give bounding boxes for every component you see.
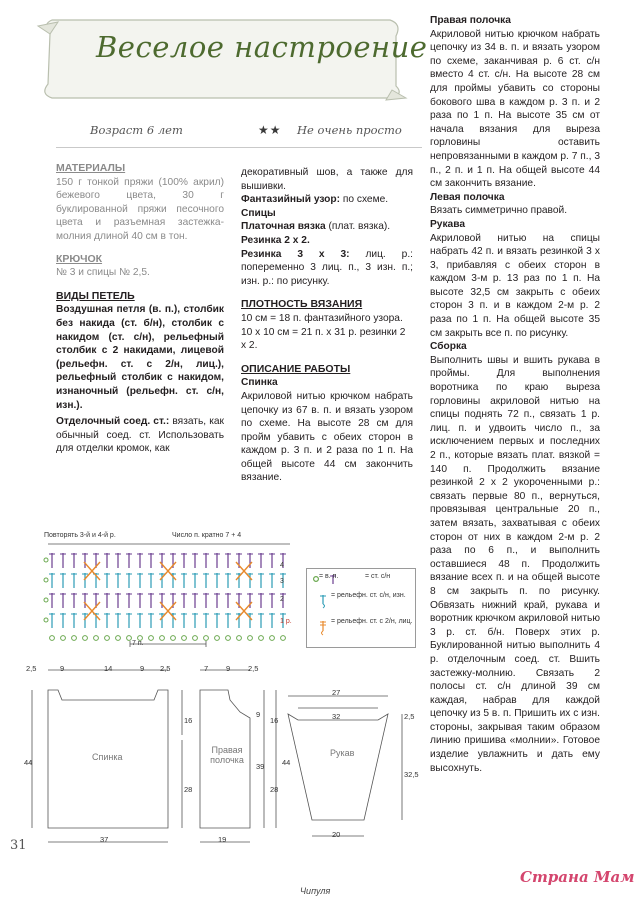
front-bottom: 19 bbox=[218, 835, 227, 844]
rib33-text bbox=[241, 248, 413, 289]
chain-stitch bbox=[149, 636, 154, 641]
left-column bbox=[56, 162, 224, 456]
chain-stitch bbox=[105, 636, 110, 641]
front-dim-2: 9 bbox=[226, 664, 231, 673]
back-bottom: 37 bbox=[100, 835, 109, 844]
front-height-4: 28 bbox=[270, 785, 279, 794]
row-number-2: 2 bbox=[280, 596, 284, 603]
row-number-1: 1 р. bbox=[280, 618, 292, 625]
back-dim-2: 9 bbox=[60, 664, 65, 673]
legend-symbols bbox=[311, 573, 341, 643]
row-number-3: 3 bbox=[280, 578, 284, 585]
sleeve-bottom: 20 bbox=[332, 830, 341, 839]
sleeve-outline bbox=[288, 714, 388, 820]
sleeve-inner: 32 bbox=[332, 712, 341, 721]
chain-stitch bbox=[171, 636, 176, 641]
needles-label: Спицы bbox=[241, 207, 276, 219]
finish-stitch-label: Отделочный соед. ст.: bbox=[56, 416, 170, 428]
front-label-schematic: Правая полочка bbox=[210, 745, 244, 765]
chain-stitch bbox=[94, 636, 99, 641]
sleeve-height-1: 2,5 bbox=[404, 712, 415, 721]
left-front-text: Вязать симметрично правой. bbox=[430, 205, 568, 217]
fancy-pattern-text bbox=[241, 193, 413, 207]
left-front-label: Левая полочка bbox=[430, 191, 505, 203]
assembly-text: Выполнить швы и вшить рукава в проймы. Для выполнения воротника по краю выреза горловины акриловой нитью на спицы поднять 72 п., связать 1 р. лиц. п. и удвоить число п., за исключением первых и последних 2 п., которые вязать плат. вязкой = 140 п. Продолжить вязание резинкой 2 х 2 укороченными р.: связать первые 80 п., вернуться, провязывая центральные 20 п., затем вязать, захватывая с обеих сторон от них в каждом 2-м р. 2 раза по 6 п., и выполнить оставшиеся 48 п. Продолжить вязание всех п. и на общей высоте 8 см закрыть п. по рисунку. Обвязать нижний край, рукава и воротник крючком акриловой нитью 3 р. ст. б/н. Поверх этих р. Буклированной нитью выполнить 4 р. отделочным соед. ст. Вшить застежку-молнию. Связать 2 полосы ст. с/н длиной 39 см каждая, набрав для каждой цепочку из 5 в. п. Пришить их с изн. стороны, закрывая таким образом линию пришива «молнии». Готовое изделие увлажнить и дать ему высохнуть. bbox=[430, 354, 600, 774]
finish-stitch-desc: вязать, как обычный соед. ст. Использовать для отделки кромок, как bbox=[56, 416, 225, 455]
chain-stitch bbox=[160, 636, 165, 641]
front-dim-3: 2,5 bbox=[248, 664, 259, 673]
sleeve-top: 27 bbox=[332, 688, 341, 697]
garter-label: Платочная вязка bbox=[241, 221, 326, 233]
work-heading: ОПИСАНИЕ РАБОТЫ bbox=[241, 362, 351, 375]
finish-stitch-continued: декоративный шов, а также для вышивки. bbox=[241, 167, 413, 192]
sleeve-text: Акриловой нитью на спицы набрать 42 п. и вязать резинкой 3 х 3, прибавляя с обеих сторон в каждом 3-м р. 13 раз по 1 п. На высоте 32,5 см закрыть с обеих сторон 3 п. и в каждом 2-м р. 2 раза по 1 п. На общей высоте 35 см закрыть все п. по рисунку. bbox=[430, 232, 600, 339]
chain-stitch bbox=[248, 636, 253, 641]
chain-stitch bbox=[226, 636, 231, 641]
age-label: Возраст 6 лет bbox=[90, 123, 183, 137]
chain-stitch bbox=[61, 636, 66, 641]
site-watermark: Страна Мам bbox=[520, 868, 635, 886]
back-height: 44 bbox=[24, 758, 33, 767]
right-column bbox=[430, 14, 600, 775]
right-front-text: Акриловой нитью крючком набрать цепочку из 34 в. п. и вязать узором по схеме, заканчивая р. 6 ст. с/н вместо 4 ст. с/н. На высоте 28 см для проймы убавить со стороны бокового шва в каждом р. 3 п. и 2 раза по 1 п. На высоте 35 см от начала вязания для выреза горловины оставить непровязанными в каждом р. 7 п., 3 п., 2 п. и 1 п. На общей высоте 44 см закончить вязание. bbox=[430, 28, 600, 190]
front-height-2: 16 bbox=[270, 716, 279, 725]
back-side: 28 bbox=[184, 785, 193, 794]
back-dim-5: 2,5 bbox=[160, 664, 171, 673]
gauge-line-1: 10 см = 18 п. фантазийного узора. bbox=[241, 312, 403, 324]
chain-stitch bbox=[193, 636, 198, 641]
sleeve-height-2: 32,5 bbox=[404, 770, 419, 779]
back-label: Спинка bbox=[241, 377, 278, 389]
back-dim-3: 14 bbox=[104, 664, 113, 673]
chain-stitch bbox=[182, 636, 187, 641]
assembly-label: Сборка bbox=[430, 341, 467, 353]
header-divider bbox=[56, 147, 422, 148]
legend-relief-back: = рельефн. ст. с/н, изн. bbox=[331, 592, 406, 599]
chain-stitch bbox=[72, 636, 77, 641]
right-front-label: Правая полочка bbox=[430, 15, 511, 26]
chain-stitch bbox=[215, 636, 220, 641]
chain-stitch bbox=[116, 636, 121, 641]
chain-stitch bbox=[259, 636, 264, 641]
multiple-note: Число п. кратно 7 + 4 bbox=[172, 532, 242, 539]
back-armhole: 16 bbox=[184, 716, 193, 725]
front-height-5: 44 bbox=[282, 758, 291, 767]
gauge-heading: ПЛОТНОСТЬ ВЯЗАНИЯ bbox=[241, 298, 363, 311]
stitches-text: Воздушная петля (в. п.), столбик без накида (ст. б/н), столбик с накидом (ст. с/н), рельефный столбик с 2 накидами, лицевой (рельефн. ст. с 2/н, лиц.), рельефный столбик с накидом, изнаночный (рельефн. ст. с/н, изн.). bbox=[56, 304, 224, 411]
row-number-4: 4 bbox=[280, 562, 284, 569]
stitches-heading: ВИДЫ ПЕТЕЛЬ bbox=[56, 289, 135, 302]
materials-text: 150 г тонкой пряжи (100% акрил) бежевого цвета, 30 г буклированной пряжи песочного цвета и разъемная застежка-молния длиной 40 см в тон. bbox=[56, 176, 224, 242]
page-title: Веселое настроение bbox=[96, 30, 428, 64]
front-dim-1: 7 bbox=[204, 664, 209, 673]
rib22-label: Резинка 2 х 2. bbox=[241, 234, 310, 246]
middle-column bbox=[241, 166, 413, 485]
chain-stitch bbox=[127, 636, 132, 641]
sleeve-label: Рукава bbox=[430, 218, 466, 230]
stitch-chart bbox=[40, 540, 300, 650]
chart-legend bbox=[306, 568, 416, 648]
page-number: 31 bbox=[10, 838, 27, 853]
materials-heading: МАТЕРИАЛЫ bbox=[56, 162, 126, 174]
repeat-note: Повторять 3-й и 4-й р. bbox=[44, 532, 116, 539]
chain-stitch bbox=[83, 636, 88, 641]
sleeve-label-schematic: Рукав bbox=[330, 748, 355, 758]
hook-heading: КРЮЧОК bbox=[56, 252, 103, 265]
chain-stitch bbox=[281, 636, 286, 641]
finish-stitch-text bbox=[56, 415, 224, 456]
back-label-schematic: Спинка bbox=[92, 752, 123, 762]
chain-stitch bbox=[204, 636, 209, 641]
back-dim-4: 9 bbox=[140, 664, 145, 673]
footer-logo: Чипуля bbox=[300, 886, 331, 896]
difficulty-stars: ★★ bbox=[258, 123, 282, 137]
fancy-pattern-desc: по схеме. bbox=[340, 194, 389, 206]
back-dim-1: 2,5 bbox=[26, 664, 37, 673]
difficulty-label: Не очень просто bbox=[297, 123, 402, 137]
chain-stitch bbox=[270, 636, 275, 641]
chain-stitch bbox=[50, 636, 55, 641]
front-height-3: 39 bbox=[256, 762, 265, 771]
legend-dc: = ст. с/н bbox=[365, 573, 391, 580]
hook-text: № 3 и спицы № 2,5. bbox=[56, 267, 150, 279]
legend-chain: = в. п. bbox=[319, 573, 339, 580]
rib33-desc: лиц. р.: попеременно 3 лиц. п., 3 изн. п.; изн. р.: по рисунку. bbox=[241, 248, 413, 287]
legend-relief-front: = рельефн. ст. с 2/н, лиц. bbox=[331, 618, 413, 625]
front-height-1: 9 bbox=[256, 710, 261, 719]
garter-text bbox=[241, 220, 413, 234]
repeat-width: 7 п. bbox=[132, 640, 144, 647]
back-text: Акриловой нитью крючком набрать цепочку из 67 в. п. и вязать узором по схеме. На высоте 28 см для пройм убавить с обеих сторон в каждом р. 3 п. и 2 раза по 1 п. На общей высоте 44 см закончить вязание. bbox=[241, 390, 413, 484]
rib33-label: Резинка 3 х 3: bbox=[241, 248, 350, 260]
chain-stitch bbox=[237, 636, 242, 641]
gauge-line-2: 10 х 10 см = 21 п. х 31 р. резинки 2 х 2. bbox=[241, 326, 406, 352]
garter-desc: (плат. вязка). bbox=[325, 221, 391, 233]
fancy-pattern-label: Фантазийный узор: bbox=[241, 194, 341, 206]
